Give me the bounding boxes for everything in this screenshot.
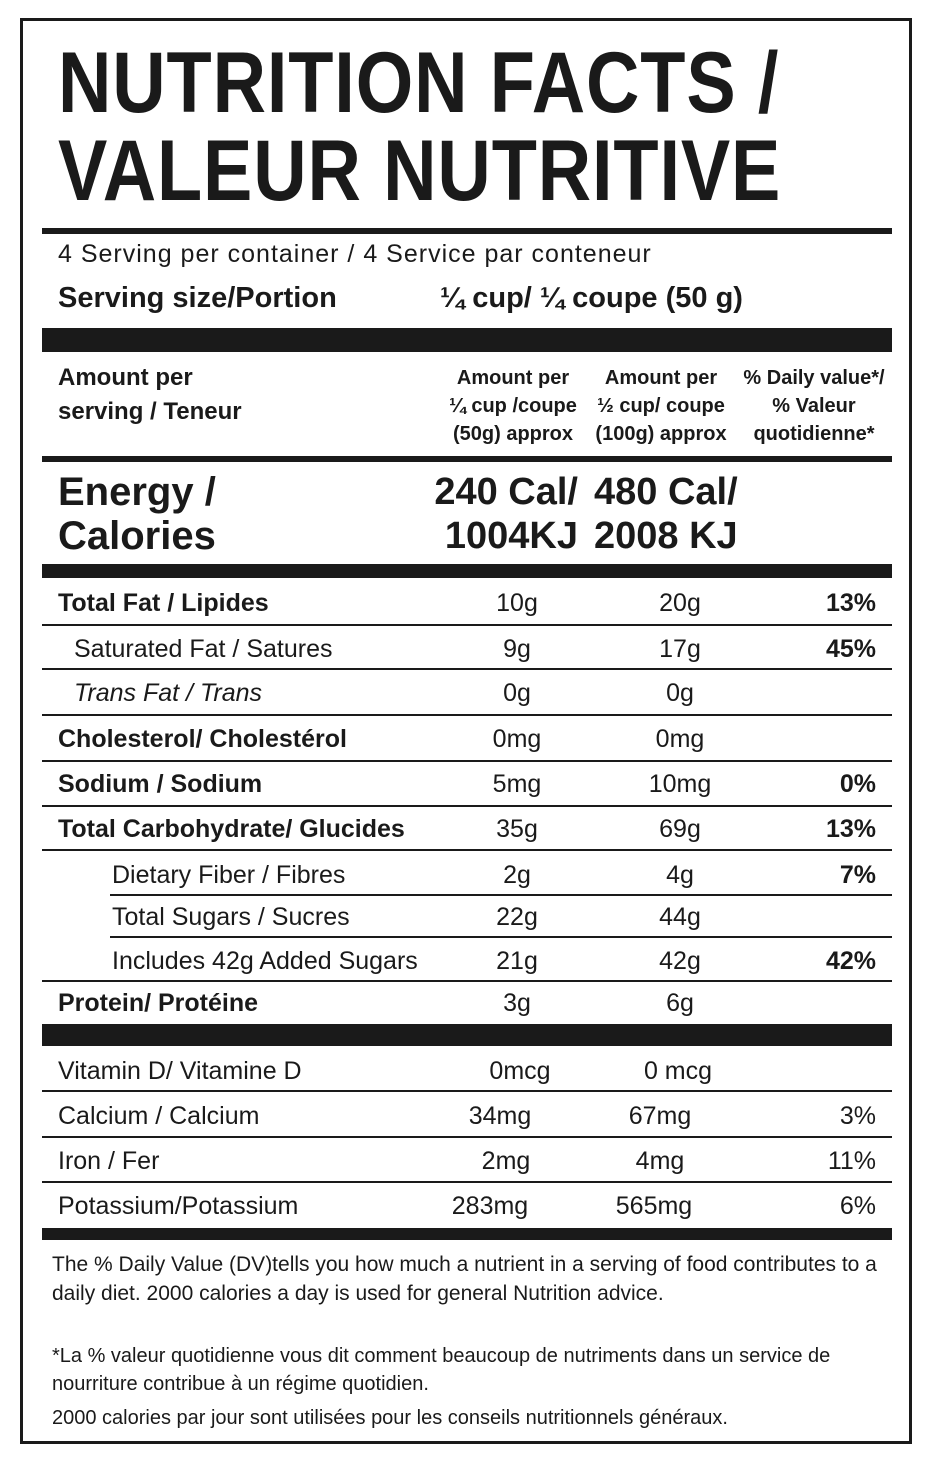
nutrient-dv: 45% bbox=[825, 635, 876, 663]
row-divider bbox=[42, 980, 892, 982]
row-divider bbox=[42, 668, 892, 670]
col2-header: Amount per ½ cup/ coupe (100g) approx bbox=[595, 367, 727, 445]
amount-header-2: serving / Teneur bbox=[58, 398, 242, 425]
mineral-name: Vitamin D/ Vitamine D bbox=[58, 1057, 302, 1085]
row-divider bbox=[42, 760, 892, 762]
nutrient-name: Sodium / Sodium bbox=[58, 770, 263, 798]
footnote-en: The % Daily Value (DV)tells you how much a nutrient in a serving of food contributes to a daily diet. 2000 calories a day is used for general Nutrition advice. bbox=[52, 1253, 877, 1305]
title-line-1: NUTRITION FACTS / bbox=[58, 35, 780, 131]
nutrient-name: Dietary Fiber / Fibres bbox=[112, 861, 346, 889]
nutrient-value-2: 69g bbox=[659, 815, 701, 843]
divider-thick-3 bbox=[42, 1024, 892, 1046]
nutrient-name: Total Fat / Lipides bbox=[58, 589, 269, 617]
mineral-value-1: 2mg bbox=[481, 1147, 531, 1175]
mineral-value-2: 0 mcg bbox=[643, 1057, 713, 1085]
mineral-value-2: 565mg bbox=[615, 1192, 693, 1220]
serving-size-value: ¼ cup/ ¼ coupe (50 g) bbox=[440, 282, 743, 314]
nutrient-name: Cholesterol/ Cholestérol bbox=[58, 725, 347, 753]
nutrient-value-2: 17g bbox=[659, 635, 701, 663]
nutrient-value-1: 0mg bbox=[492, 725, 542, 753]
nutrient-value-2: 0g bbox=[666, 679, 694, 707]
mineral-dv: 11% bbox=[827, 1147, 876, 1175]
nutrient-dv: 13% bbox=[825, 815, 876, 843]
divider-header bbox=[42, 456, 892, 462]
mineral-value-1: 0mcg bbox=[489, 1057, 551, 1085]
mineral-value-2: 67mg bbox=[628, 1102, 692, 1130]
nutrient-name: Includes 42g Added Sugars bbox=[112, 947, 418, 975]
row-divider bbox=[42, 714, 892, 716]
energy-label: Energy / Calories bbox=[58, 470, 216, 558]
divider-thick-2 bbox=[42, 564, 892, 578]
mineral-name: Calcium / Calcium bbox=[58, 1102, 260, 1130]
nutrient-value-2: 6g bbox=[666, 989, 694, 1017]
nutrient-value-2: 42g bbox=[659, 947, 701, 975]
nutrient-value-2: 44g bbox=[659, 903, 701, 931]
nutrient-value-2: 20g bbox=[659, 589, 701, 617]
nutrient-dv: 42% bbox=[825, 947, 876, 975]
row-divider bbox=[110, 936, 892, 938]
nutrient-dv: 13% bbox=[825, 589, 876, 617]
energy-value-1: 240 Cal/ 1004KJ bbox=[434, 471, 578, 557]
nutrient-value-2: 10mg bbox=[648, 770, 712, 798]
servings-per-container: 4 Serving per container / 4 Service par conteneur bbox=[58, 240, 652, 268]
row-divider bbox=[42, 1181, 892, 1183]
divider-thick-4 bbox=[42, 1228, 892, 1240]
nutrient-value-1: 3g bbox=[503, 989, 531, 1017]
nutrient-value-1: 5mg bbox=[492, 770, 542, 798]
nutrient-name: Total Carbohydrate/ Glucides bbox=[58, 815, 405, 843]
nutrient-value-1: 35g bbox=[496, 815, 538, 843]
nutrient-value-1: 2g bbox=[503, 861, 531, 889]
mineral-name: Potassium/Potassium bbox=[58, 1192, 299, 1220]
nutrient-value-1: 9g bbox=[503, 635, 531, 663]
nutrient-name: Total Sugars / Sucres bbox=[112, 903, 350, 931]
row-divider bbox=[42, 624, 892, 626]
nutrient-dv: 7% bbox=[839, 861, 876, 889]
nutrient-value-2: 4g bbox=[666, 861, 694, 889]
divider-title bbox=[42, 228, 892, 234]
energy-value-2: 480 Cal/ 2008 KJ bbox=[594, 471, 738, 557]
serving-size-label: Serving size/Portion bbox=[58, 282, 337, 314]
footnote-fr-2: 2000 calories par jour sont utilisées pour les conseils nutritionnels généraux. bbox=[52, 1407, 728, 1429]
nutrient-value-1: 21g bbox=[496, 947, 538, 975]
row-divider bbox=[42, 849, 892, 851]
row-divider bbox=[42, 1136, 892, 1138]
divider-thick-1 bbox=[42, 328, 892, 352]
mineral-value-1: 34mg bbox=[468, 1102, 532, 1130]
col3-header: % Daily value*/ % Valeur quotidienne* bbox=[743, 367, 885, 445]
nutrient-value-1: 22g bbox=[496, 903, 538, 931]
row-divider bbox=[110, 894, 892, 896]
nutrient-name: Saturated Fat / Satures bbox=[74, 635, 333, 663]
nutrient-name: Protein/ Protéine bbox=[58, 989, 259, 1017]
mineral-dv: 3% bbox=[839, 1102, 876, 1130]
nutrient-value-1: 0g bbox=[503, 679, 531, 707]
amount-header-1: Amount per bbox=[58, 364, 193, 391]
mineral-value-2: 4mg bbox=[635, 1147, 685, 1175]
nutrient-name: Trans Fat / Trans bbox=[74, 679, 263, 707]
row-divider bbox=[42, 1090, 892, 1092]
nutrient-value-1: 10g bbox=[496, 589, 538, 617]
row-divider bbox=[42, 805, 892, 807]
mineral-name: Iron / Fer bbox=[58, 1147, 160, 1175]
mineral-dv: 6% bbox=[839, 1192, 876, 1220]
nutrient-dv: 0% bbox=[839, 770, 876, 798]
nutrient-value-2: 0mg bbox=[655, 725, 705, 753]
mineral-value-1: 283mg bbox=[451, 1192, 529, 1220]
title-line-2: VALEUR NUTRITIVE bbox=[58, 123, 782, 219]
footnote-fr: *La % valeur quotidienne vous dit comment beaucoup de nutriments dans un service de nourriture contribue à un régime quotidien. bbox=[52, 1345, 831, 1395]
col1-header: Amount per ¼ cup /coupe (50g) approx bbox=[449, 367, 577, 445]
